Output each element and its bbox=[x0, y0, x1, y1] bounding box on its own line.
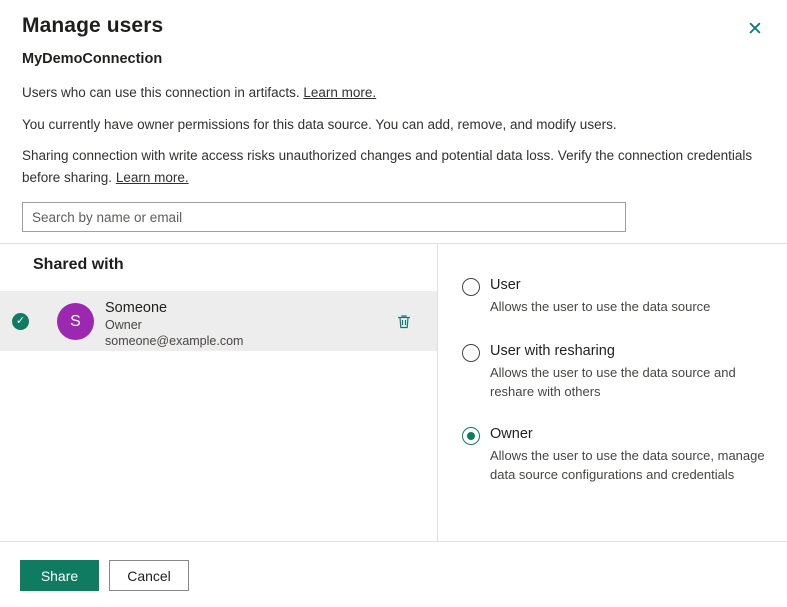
learn-more-link-2[interactable]: Learn more. bbox=[115, 170, 189, 185]
permission-description: Allows the user to use the data source and reshare with others bbox=[490, 365, 736, 399]
connection-name: MyDemoConnection bbox=[22, 51, 163, 67]
user-email: someone@example.com bbox=[105, 334, 244, 348]
radio-user-with-resharing[interactable] bbox=[462, 344, 480, 362]
divider-bottom bbox=[0, 541, 787, 542]
permission-label: User with resharing bbox=[490, 343, 615, 359]
radio-user[interactable] bbox=[462, 278, 480, 296]
description-line-3 bbox=[22, 145, 762, 189]
search-field-wrapper bbox=[22, 202, 626, 232]
description-line-2: You currently have owner permissions for this data source. You can add, remove, and modify users. bbox=[22, 117, 617, 132]
learn-more-link-1[interactable]: Learn more. bbox=[303, 85, 377, 100]
divider-top bbox=[0, 243, 787, 244]
divider-vertical bbox=[437, 243, 438, 541]
permission-label: Owner bbox=[490, 426, 533, 442]
permission-description: Allows the user to use the data source bbox=[490, 299, 711, 314]
description-line-1-text: Users who can use this connection in artifacts. bbox=[22, 85, 304, 100]
user-role: Owner bbox=[105, 318, 142, 332]
permission-label: User bbox=[490, 277, 521, 293]
radio-owner[interactable] bbox=[462, 427, 480, 445]
trash-icon[interactable] bbox=[394, 312, 414, 332]
user-name: Someone bbox=[105, 300, 168, 316]
close-icon[interactable]: ✕ bbox=[739, 14, 771, 46]
avatar: S bbox=[57, 303, 94, 340]
description-line-3-text: Sharing connection with write access risks unauthorized changes and potential data loss. Verify the connection credentials before sharing. bbox=[22, 148, 753, 185]
cancel-button[interactable]: Cancel bbox=[109, 560, 189, 591]
description-line-1 bbox=[22, 85, 376, 100]
page-title: Manage users bbox=[22, 14, 164, 37]
permission-description: Allows the user to use the data source, manage data source configurations and credentials bbox=[490, 448, 765, 482]
search-input[interactable] bbox=[22, 202, 626, 232]
shared-with-header: Shared with bbox=[33, 256, 124, 273]
check-icon: ✓ bbox=[12, 313, 29, 330]
share-button[interactable]: Share bbox=[20, 560, 99, 591]
